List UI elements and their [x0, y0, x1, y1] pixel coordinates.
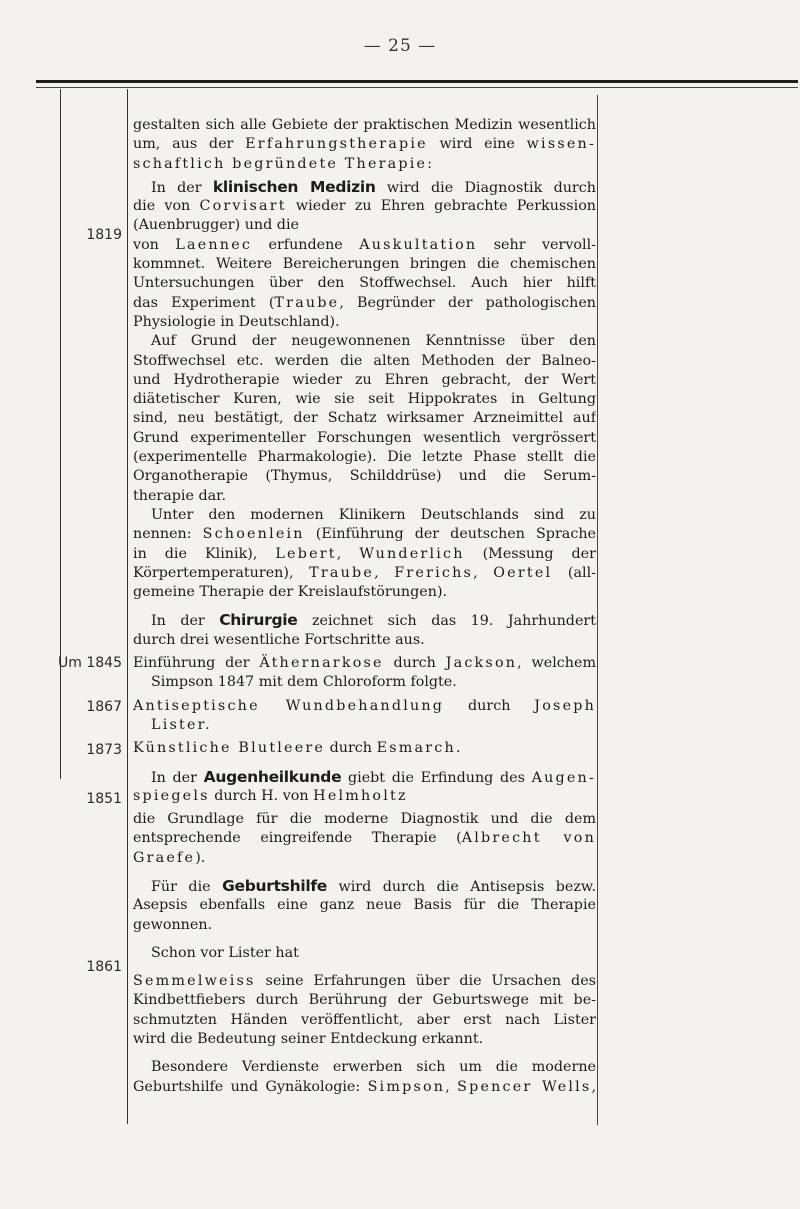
text-line: Für die Geburtshilfe wird durch die Antisepsis bezw. — [151, 876, 596, 895]
top-rule — [36, 80, 798, 83]
text-line: gewonnen. — [133, 916, 213, 933]
text-line: gemeine Therapie der Kreislaufstörungen). — [133, 584, 448, 601]
text-line: und Hydrotherapie wieder zu Ehren gebracht, der Wert — [133, 371, 596, 388]
section-heading-augenheilkunde: Augenheilkunde — [203, 767, 342, 786]
section-heading-klinische-medizin: klinischen Medizin — [212, 177, 376, 196]
text-line: Physiologie in Deutschland). — [133, 313, 340, 330]
right-margin-rule — [597, 95, 598, 1125]
text-line: sind, neu bestätigt, der Schatz wirksamer Arzneimittel auf — [133, 410, 596, 427]
text-line: spiegels durch H. von Helmholtz — [133, 787, 408, 804]
page-number: — 25 — — [363, 36, 437, 56]
text-line: schaftlich begründete Therapie: — [133, 155, 435, 172]
text-line: Besondere Verdienste erwerben sich um die moderne — [151, 1059, 596, 1076]
top-rule-thin — [36, 87, 798, 88]
text-line: Körpertemperaturen), Traube, Frerichs, Oertel (all- — [133, 564, 596, 581]
text-line: Simpson 1847 mit dem Chloroform folgte. — [151, 674, 457, 691]
text-line: Schon vor Lister hat — [151, 944, 299, 961]
text-line: Untersuchungen über den Stoffwechsel. Auch hier hilft — [133, 275, 596, 292]
text-line: entsprechende eingreifende Therapie (Albrecht von — [133, 830, 596, 847]
text-line: Semmelweiss seine Erfahrungen über die Ursachen des — [133, 973, 596, 990]
text-line: Künstliche Blutleere durch Esmarch. — [133, 740, 463, 757]
text-line: In der Augenheilkunde giebt die Erfindung des Augen- — [151, 767, 596, 786]
text-line: Einführung der Äthernarkose durch Jackson, welchem — [133, 655, 596, 672]
text-line: von Laennec erfundene Auskultation sehr vervoll- — [133, 236, 596, 253]
text-line: (experimentelle Pharmakologie). Die letzte Phase stellt die — [133, 449, 596, 466]
text-line: diätetischer Kuren, wie sie seit Hippokrates in Geltung — [133, 391, 596, 408]
text-line: In der klinischen Medizin wird die Diagnostik durch — [151, 177, 596, 196]
text-line: nennen: Schoenlein (Einführung der deutschen Sprache — [133, 526, 596, 543]
section-heading-chirurgie: Chirurgie — [219, 611, 298, 630]
year-1873: 1873 — [86, 742, 122, 758]
text-line: Asepsis ebenfalls eine ganz neue Basis für die Therapie — [133, 897, 596, 914]
text-line: Unter den modernen Klinikern Deutschlands sind zu — [151, 506, 596, 523]
text-line: Graefe). — [133, 849, 206, 866]
text-line: Stoffwechsel etc. werden die alten Methoden der Balneo- — [133, 352, 596, 369]
year-1861: 1861 — [86, 959, 122, 975]
body-text — [133, 116, 596, 1097]
text-line: In der Chirurgie zeichnet sich das 19. Jahrhundert — [151, 611, 596, 630]
text-line: wird die Bedeutung seiner Entdeckung erkannt. — [133, 1031, 484, 1048]
year-1845: Um 1845 — [58, 655, 122, 671]
text-line: Antiseptische Wundbehandlung durch Joseph — [133, 697, 596, 714]
text-line: die von Corvisart wieder zu Ehren gebrachte Perkussion — [133, 198, 596, 215]
text-line: Lister. — [151, 716, 212, 733]
year-1819: 1819 — [86, 227, 122, 243]
year-column-rule — [127, 89, 128, 1124]
text-line: Kindbettfiebers durch Berührung der Geburtswege mit be- — [133, 992, 596, 1009]
text-line: in die Klinik), Lebert, Wunderlich (Messung der — [133, 545, 596, 562]
text-line: Geburtshilfe und Gynäkologie: Simpson, Spencer Wells, — [133, 1078, 596, 1095]
text-line: schmutzten Händen veröffentlicht, aber erst nach Lister — [133, 1011, 596, 1028]
text-line: therapie dar. — [133, 487, 226, 504]
text-line: die Grundlage für die moderne Diagnostik und die dem — [133, 811, 596, 828]
year-1851: 1851 — [86, 791, 122, 807]
left-margin-rule — [60, 89, 61, 779]
text-line: das Experiment (Traube, Begründer der pathologischen — [133, 294, 596, 311]
text-line: Organotherapie (Thymus, Schilddrüse) und die Serum- — [133, 468, 596, 485]
text-line: gestalten sich alle Gebiete der praktischen Medizin wesentlich — [133, 117, 596, 133]
text-line: durch drei wesentliche Fortschritte aus. — [133, 631, 425, 648]
year-1867: 1867 — [86, 699, 122, 715]
section-heading-geburtshilfe: Geburtshilfe — [222, 876, 328, 895]
text-line: Auf Grund der neugewonnenen Kenntnisse über den — [151, 333, 596, 350]
text-line: um, aus der Erfahrungstherapie wird eine wissen- — [133, 136, 596, 153]
text-line: (Auenbrugger) und die — [133, 217, 299, 234]
text-line: kommnet. Weitere Bereicherungen bringen die chemischen — [133, 256, 596, 273]
text-line: Grund experimenteller Forschungen wesentlich vergrössert — [133, 429, 596, 446]
